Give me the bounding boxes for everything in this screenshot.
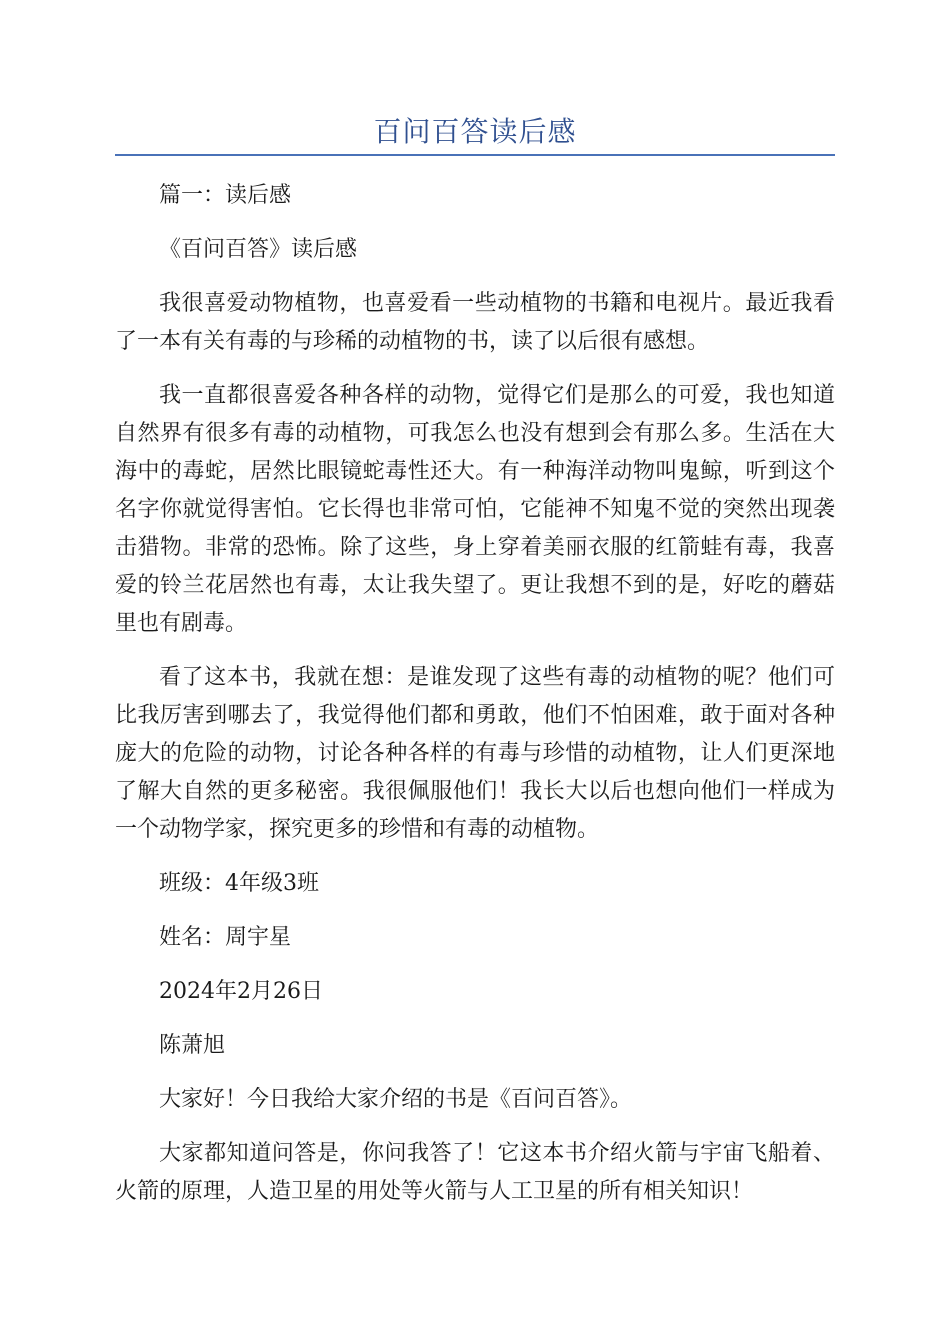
body-paragraph: 看了这本书，我就在想：是谁发现了这些有毒的动植物的呢？他们可比我厉害到哪去了，我觉得他们都和勇敢，他们不怕困难，敢于面对各种庞大的危险的动物，讨论各种各样的有毒与珍惜的动植物，让人们更深地了解大自然的更多秘密。我很佩服他们！我长大以后也想向他们一样成为一个动物学家，探究更多的珍惜和有毒的动植物。 bbox=[115, 665, 835, 842]
body-paragraph: 我一直都很喜爱各种各样的动物，觉得它们是那么的可爱，我也知道自然界有很多有毒的动植物，可我怎么也没有想到会有那么多。生活在大海中的毒蛇，居然比眼镜蛇毒性还大。有一种海洋动物叫鬼鲸，听到这个名字你就觉得害怕。它长得也非常可怕，它能神不知鬼不觉的突然出现袭击猎物。非常的恐怖。除了这些，身上穿着美丽衣服的红箭蛙有毒，我喜爱的铃兰花居然也有毒，太让我失望了。更让我想不到的是，好吃的蘑菇里也有剧毒。 bbox=[115, 383, 835, 636]
title-underline bbox=[115, 154, 835, 156]
body-paragraph: 大家都知道问答是，你问我答了！它这本书介绍火箭与宇宙飞船着、火箭的原理，人造卫星的用处等火箭与人工卫星的所有相关知识！ bbox=[115, 1141, 835, 1204]
essay-title: 《百问百答》读后感 bbox=[159, 237, 358, 262]
body-paragraph: 大家好！今日我给大家介绍的书是《百问百答》。 bbox=[159, 1087, 633, 1112]
author-line: 陈萧旭 bbox=[159, 1033, 226, 1058]
name-line: 姓名：周宇星 bbox=[159, 925, 292, 950]
date-line: 2024年2月26日 bbox=[159, 979, 323, 1004]
document-body bbox=[115, 177, 835, 1227]
section-heading: 篇一：读后感 bbox=[159, 183, 292, 208]
body-paragraph: 我很喜爱动物植物，也喜爱看一些动植物的书籍和电视片。最近我看了一本有关有毒的与珍稀的动植物的书，读了以后很有感想。 bbox=[115, 291, 835, 354]
class-line: 班级：4年级3班 bbox=[159, 871, 319, 896]
document-title: 百问百答读后感 bbox=[373, 115, 577, 148]
